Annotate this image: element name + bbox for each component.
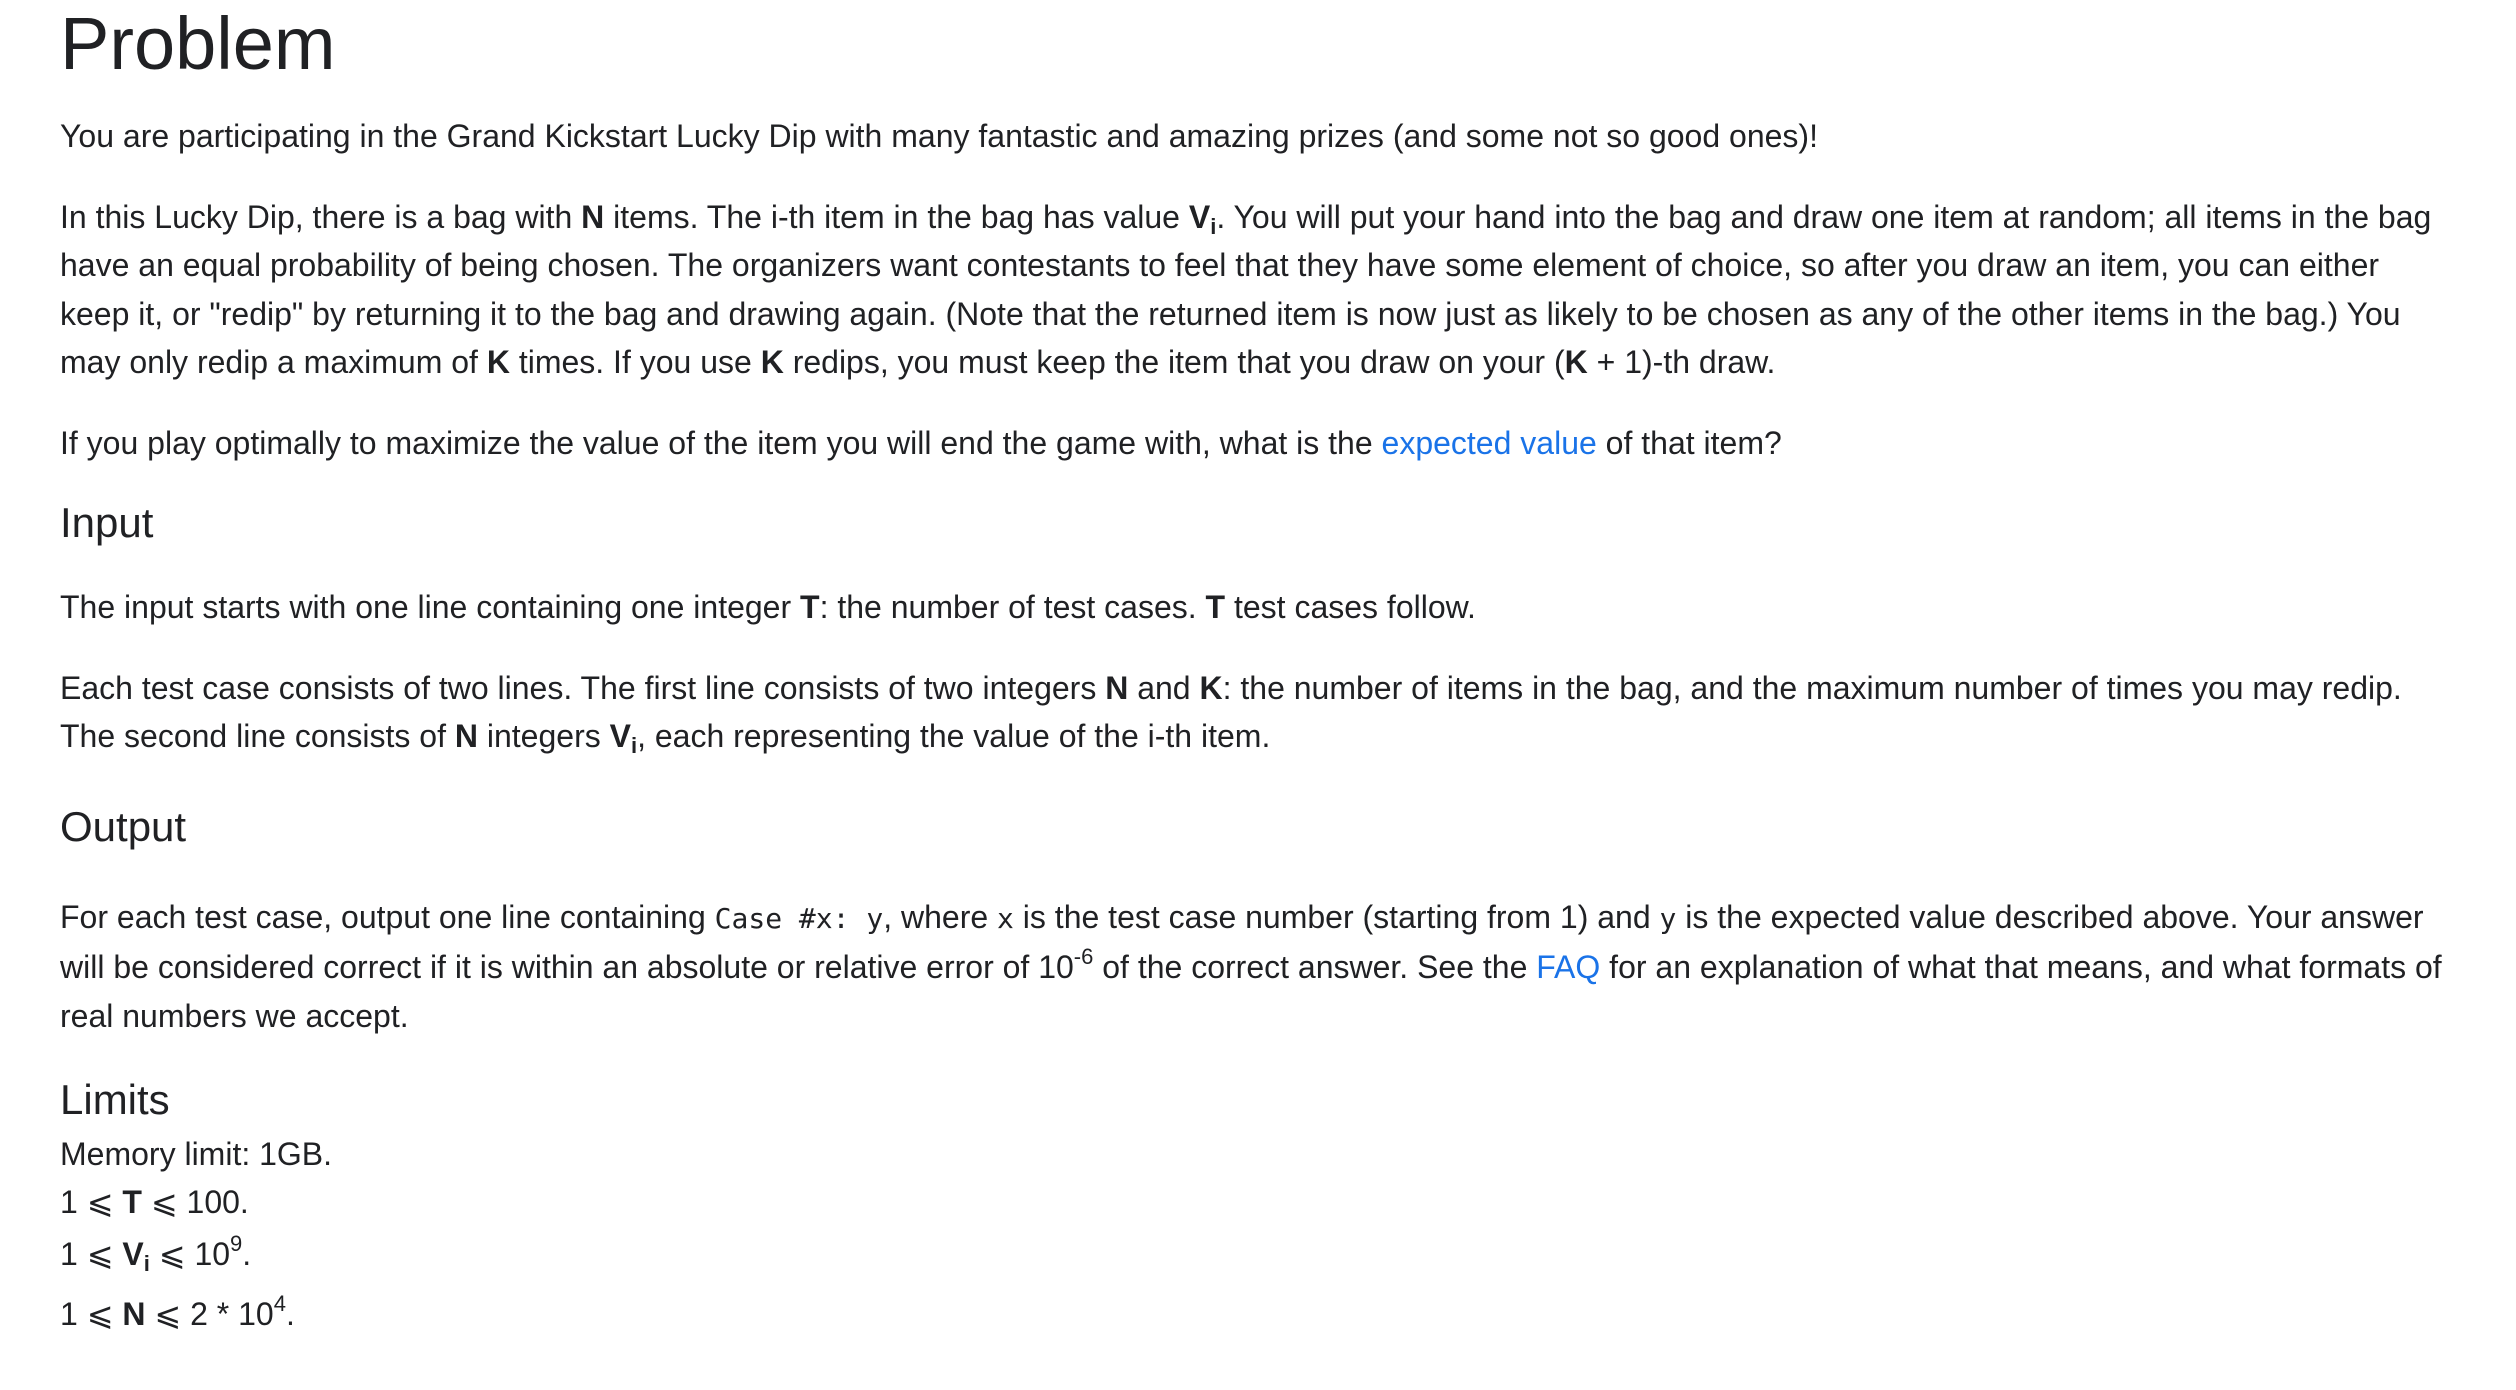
var-N: N — [454, 718, 478, 754]
var-K: K — [760, 344, 784, 380]
problem-intro-paragraph: You are participating in the Grand Kickstart Lucky Dip with many fantastic and amazing prizes (and some not so good ones)! — [60, 118, 1818, 154]
limits-list — [60, 1130, 2456, 1338]
var-K: K — [486, 344, 510, 380]
faq-link[interactable]: FAQ — [1536, 949, 1601, 985]
limits-heading: Limits — [60, 1076, 170, 1123]
var-N: N — [1105, 669, 1129, 706]
memory-limit: Memory limit: 1GB. — [60, 1136, 333, 1172]
input-paragraph-2: Each test case consists of two lines. The first line consists of two integers N and K: the number of items in the bag, and the maximum number of times you may redip. The second line consists of N integers $V_i$, each representing the value of the i-th item. — [60, 669, 2402, 758]
var-T: T — [1205, 589, 1226, 625]
problem-title: Problem — [60, 2, 336, 85]
input-paragraph-1: The input starts with one line containing one integer T: the number of test cases. T test cases follow. — [60, 589, 1476, 625]
problem-description-paragraph: In this Lucky Dip, there is a bag with N items. The i-th item in the bag has value $V_i$. You will put your hand into the bag and draw one item at random; all items in the bag have an equal probability of being chosen. The organizers want contestants to feel that they have some element of choice, so after you draw an item, you can either keep it, or "redip" by returning it to the bag and drawing again. (Note that the returned item is now just as likely to be chosen as any of the other items in the bag.) You may only redip a maximum of K times. If you use K redips, you must keep the item that you draw on your (K + 1)-th draw. — [60, 198, 2432, 380]
case-number-code: x — [997, 901, 1014, 935]
output-heading: Output — [60, 802, 187, 850]
output-format-code: Case #x: y — [714, 901, 884, 935]
output-paragraph: For each test case, output one line containing Case #x: y, where x is the test case number (starting from 1) and y is the expected value described above. Your answer will be considered correct if it is within an absolute or relative error of $10^{-6}$ of the correct answer. See the FAQ for an explanation of what that means, and what formats of real numbers we accept. — [60, 898, 2442, 1034]
input-heading: Input — [60, 499, 154, 546]
var-K: K — [1564, 344, 1588, 380]
limit-T: 1 ⩽ T ⩽ 100. — [60, 1184, 249, 1220]
var-T: T — [800, 589, 820, 625]
var-V: $V_i$ — [609, 718, 638, 758]
limit-N: 1 ⩽ N ⩽ $2 * 10^4$. — [60, 1291, 295, 1332]
problem-question-paragraph: If you play optimally to maximize the value of the item you will end the game with, what is the expected value of that item? — [60, 424, 1782, 461]
var-K: K — [1199, 669, 1223, 706]
var-N: N — [581, 198, 605, 235]
limit-V: 1 ⩽ $V_i$ ⩽ $10^9$. — [60, 1231, 252, 1276]
expected-value-code: y — [1659, 901, 1677, 935]
expected-value-link[interactable]: expected value — [1381, 424, 1597, 461]
var-V: $V_i$ — [1188, 198, 1217, 239]
